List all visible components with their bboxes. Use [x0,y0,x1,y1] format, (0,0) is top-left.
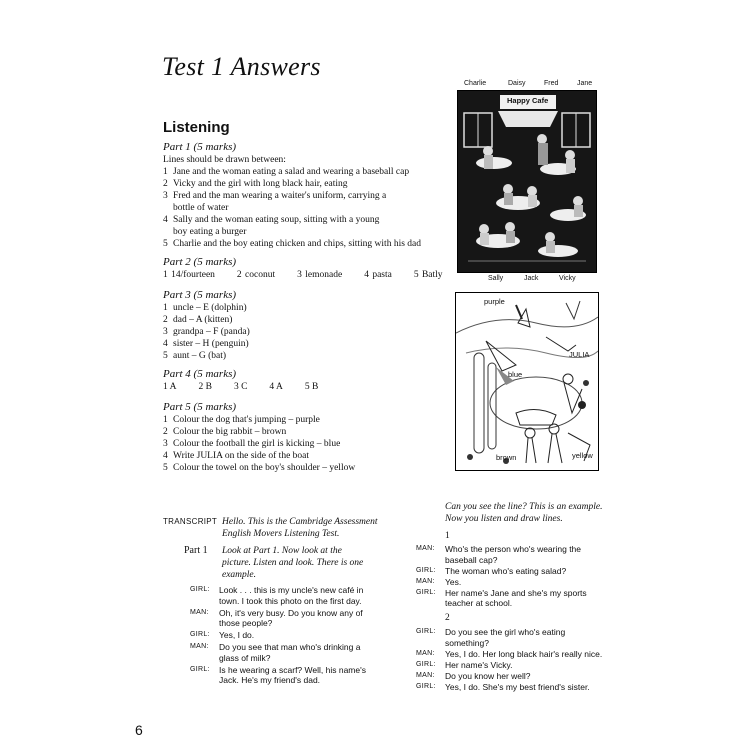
speaker-label: GIRL: [416,682,436,690]
part3-item [163,302,448,314]
dialogue-line: Oh, it's very busy. Do you know any of [219,607,363,618]
picture1-bottom-label: Jack [524,275,539,282]
item-text: Jane and the woman eating a salad and wearing a baseball cap [173,167,410,177]
item-number: 3 [163,191,168,201]
speaker-label: GIRL: [416,660,436,668]
picture1-bottom-label: Sally [488,275,504,282]
speaker-label: MAN: [416,577,435,585]
part5-item [163,426,448,438]
part1-line [163,190,448,202]
park-label: yellow [572,451,593,460]
part4-answer: 2 B [198,382,212,392]
cafe-illustration [457,90,597,273]
part3-item [163,326,448,338]
item-text: Colour the football the girl is kicking – blue [173,439,341,449]
transcript-intro-line: Hello. This is the Cambridge Assessment [222,517,378,527]
part5-item [163,438,448,450]
dialogue-line: Yes, I do. [219,630,255,640]
speaker-label: MAN: [416,671,435,679]
part3-item [163,338,448,350]
park-illustration-art [456,293,598,470]
item-text: dad – A (kitten) [173,315,233,325]
part1-line [163,166,448,178]
page-title: Test 1 Answers [162,52,321,81]
part1-intro-line: example. [222,570,257,580]
item-number: 5 [163,463,168,473]
item-number: 3 [163,439,168,449]
dialogue-line: Jack. He's my friend's dad. [219,675,321,685]
item-text: bottle of water [173,203,229,213]
speaker-label: GIRL: [190,631,210,638]
item-number [163,226,173,238]
part3-heading: Part 3 (5 marks) [163,289,237,301]
item-number: 4 [163,215,168,225]
part1-line [163,214,448,226]
transcript-intro [222,516,378,540]
right-intro [445,501,603,525]
part4-answer: 1 A [163,382,177,392]
item-number: 1 [163,415,168,425]
dialogue-line: Yes, I do. Her long black hair's really nice. [445,648,603,659]
park-label: purple [484,297,505,306]
right-intro-line: Can you see the line? This is an example. [445,502,603,512]
picture1-label: Daisy [508,80,526,87]
right-intro-line: Now you listen and draw lines. [445,514,563,524]
item-text: Sally and the woman eating soup, sitting with a young [173,215,380,225]
speaker-label: MAN: [416,649,435,657]
speaker-label: MAN: [190,643,209,650]
part1-line [163,226,448,238]
dialogue-line: Her name's Vicky. [445,659,513,670]
item-text: aunt – G (bat) [173,351,227,361]
part4-heading: Part 4 (5 marks) [163,368,237,380]
dialogue-line: Yes, I do. She's my best friend's sister. [445,681,590,692]
transcript-label: TRANSCRIPT [163,517,218,526]
part1-heading: Part 1 (5 marks) [163,141,237,153]
section-heading: Listening [163,119,230,136]
speaker-label: MAN: [190,608,209,616]
dialogue-line: Yes. [445,576,462,587]
part2-heading: Part 2 (5 marks) [163,256,237,268]
park-label: blue [508,370,523,379]
item-number: 2 [163,179,168,189]
part3-item [163,314,448,326]
item-number: 1 [163,167,168,177]
picture1-label: Jane [577,80,593,87]
part2-answer: 2 coconut [236,270,276,280]
dialogue-line: glass of milk? [219,652,271,663]
speaker-label: GIRL: [190,665,210,673]
item-text: Vicky and the girl with long black hair, eating [173,179,348,189]
part4-answers [163,381,448,393]
item-number: 5 [163,239,168,249]
item-text: Colour the dog that's jumping – purple [173,415,320,425]
part2-answer: 4 pasta [364,270,392,280]
park-label: brown [496,453,517,462]
part2-answer: 1 14/fourteen [163,270,215,280]
part5-item [163,414,448,426]
dialogue-line: Is he wearing a scarf? Well, his name's [219,664,366,675]
dialogue-line: teacher at school. [445,598,513,608]
dialogue-line: town. I took this photo on the first day. [219,595,362,606]
cafe-sign: Happy Cafe [507,96,549,105]
part1-intro-line: picture. Listen and look. There is one [222,558,364,568]
answers-column [163,141,448,474]
part4-answer: 3 C [233,382,248,392]
dialogue-line: those people? [219,618,273,628]
part1-line [163,202,448,214]
item-text: Charlie and the boy eating chicken and chips, sitting with his dad [173,239,422,249]
page-number: 6 [135,722,143,738]
part3-item [163,350,448,362]
part5-item [163,462,448,474]
part3-list [163,302,448,362]
right-number-2: 2 [445,613,450,623]
part1-intro: Lines should be drawn between: [163,155,286,165]
part4-answer: 4 A [269,382,283,392]
part2-answer: 5 Batly [413,270,443,280]
dialogue-line: The woman who's eating salad? [445,565,567,576]
part1-line [163,238,448,250]
dialogue-line: baseball cap? [445,554,498,565]
part5-heading: Part 5 (5 marks) [163,401,237,413]
item-text: Colour the big rabbit – brown [173,427,287,437]
part4-answer: 5 B [304,382,319,392]
dialogue-line: Do you see that man who's drinking a [219,642,361,652]
cafe-illustration-art [458,91,596,272]
park-label: JULIA [569,350,590,359]
item-text: boy eating a burger [173,227,247,237]
dialogue-line: Who's the person who's wearing the [445,544,582,554]
park-illustration [455,292,599,471]
part1-transcript-intro [222,545,363,581]
dialogue-line: Her name's Jane and she's my sports [445,587,587,598]
item-number: 2 [163,427,168,437]
item-number: 4 [163,451,168,461]
speaker-label: GIRL: [416,588,436,596]
right-number-1: 1 [445,531,450,541]
item-text: sister – H (penguin) [173,339,249,349]
part2-answer: 3 lemonade [297,270,343,280]
speaker-label: GIRL: [416,566,436,574]
speaker-label: GIRL: [416,628,436,635]
dialogue-line: Do you see the girl who's eating [445,627,566,637]
item-number: 1 [163,303,168,313]
dialogue-line: Look . . . this is my uncle's new café in [219,585,364,595]
item-text: Write JULIA on the side of the boat [173,451,310,461]
part1-intro-line: Look at Part 1. Now look at the [222,546,342,556]
transcript-intro-line: English Movers Listening Test. [222,529,340,539]
item-number: 4 [163,339,168,349]
item-text: Colour the towel on the boy's shoulder – yellow [173,463,356,473]
picture1-bottom-label: Vicky [559,275,576,282]
dialogue-line: something? [445,637,489,648]
speaker-label: GIRL: [190,586,210,593]
item-text: uncle – E (dolphin) [173,303,247,313]
dialogue-line: Do you know her well? [445,670,531,681]
picture1-label: Fred [544,80,559,87]
item-text: grandpa – F (panda) [173,327,250,337]
item-text: Fred and the man wearing a waiter's uniform, carrying a [173,191,387,201]
item-number: 3 [163,327,168,337]
part1-line [163,178,448,190]
speaker-label: MAN: [416,545,435,552]
item-number [163,202,173,214]
picture1-label: Charlie [464,80,487,87]
part2-answers [163,269,448,281]
part5-item [163,450,448,462]
item-number: 2 [163,315,168,325]
item-number: 5 [163,351,168,361]
part1-list [163,166,448,250]
part1-transcript-label: Part 1 [184,545,208,556]
part5-list [163,414,448,474]
